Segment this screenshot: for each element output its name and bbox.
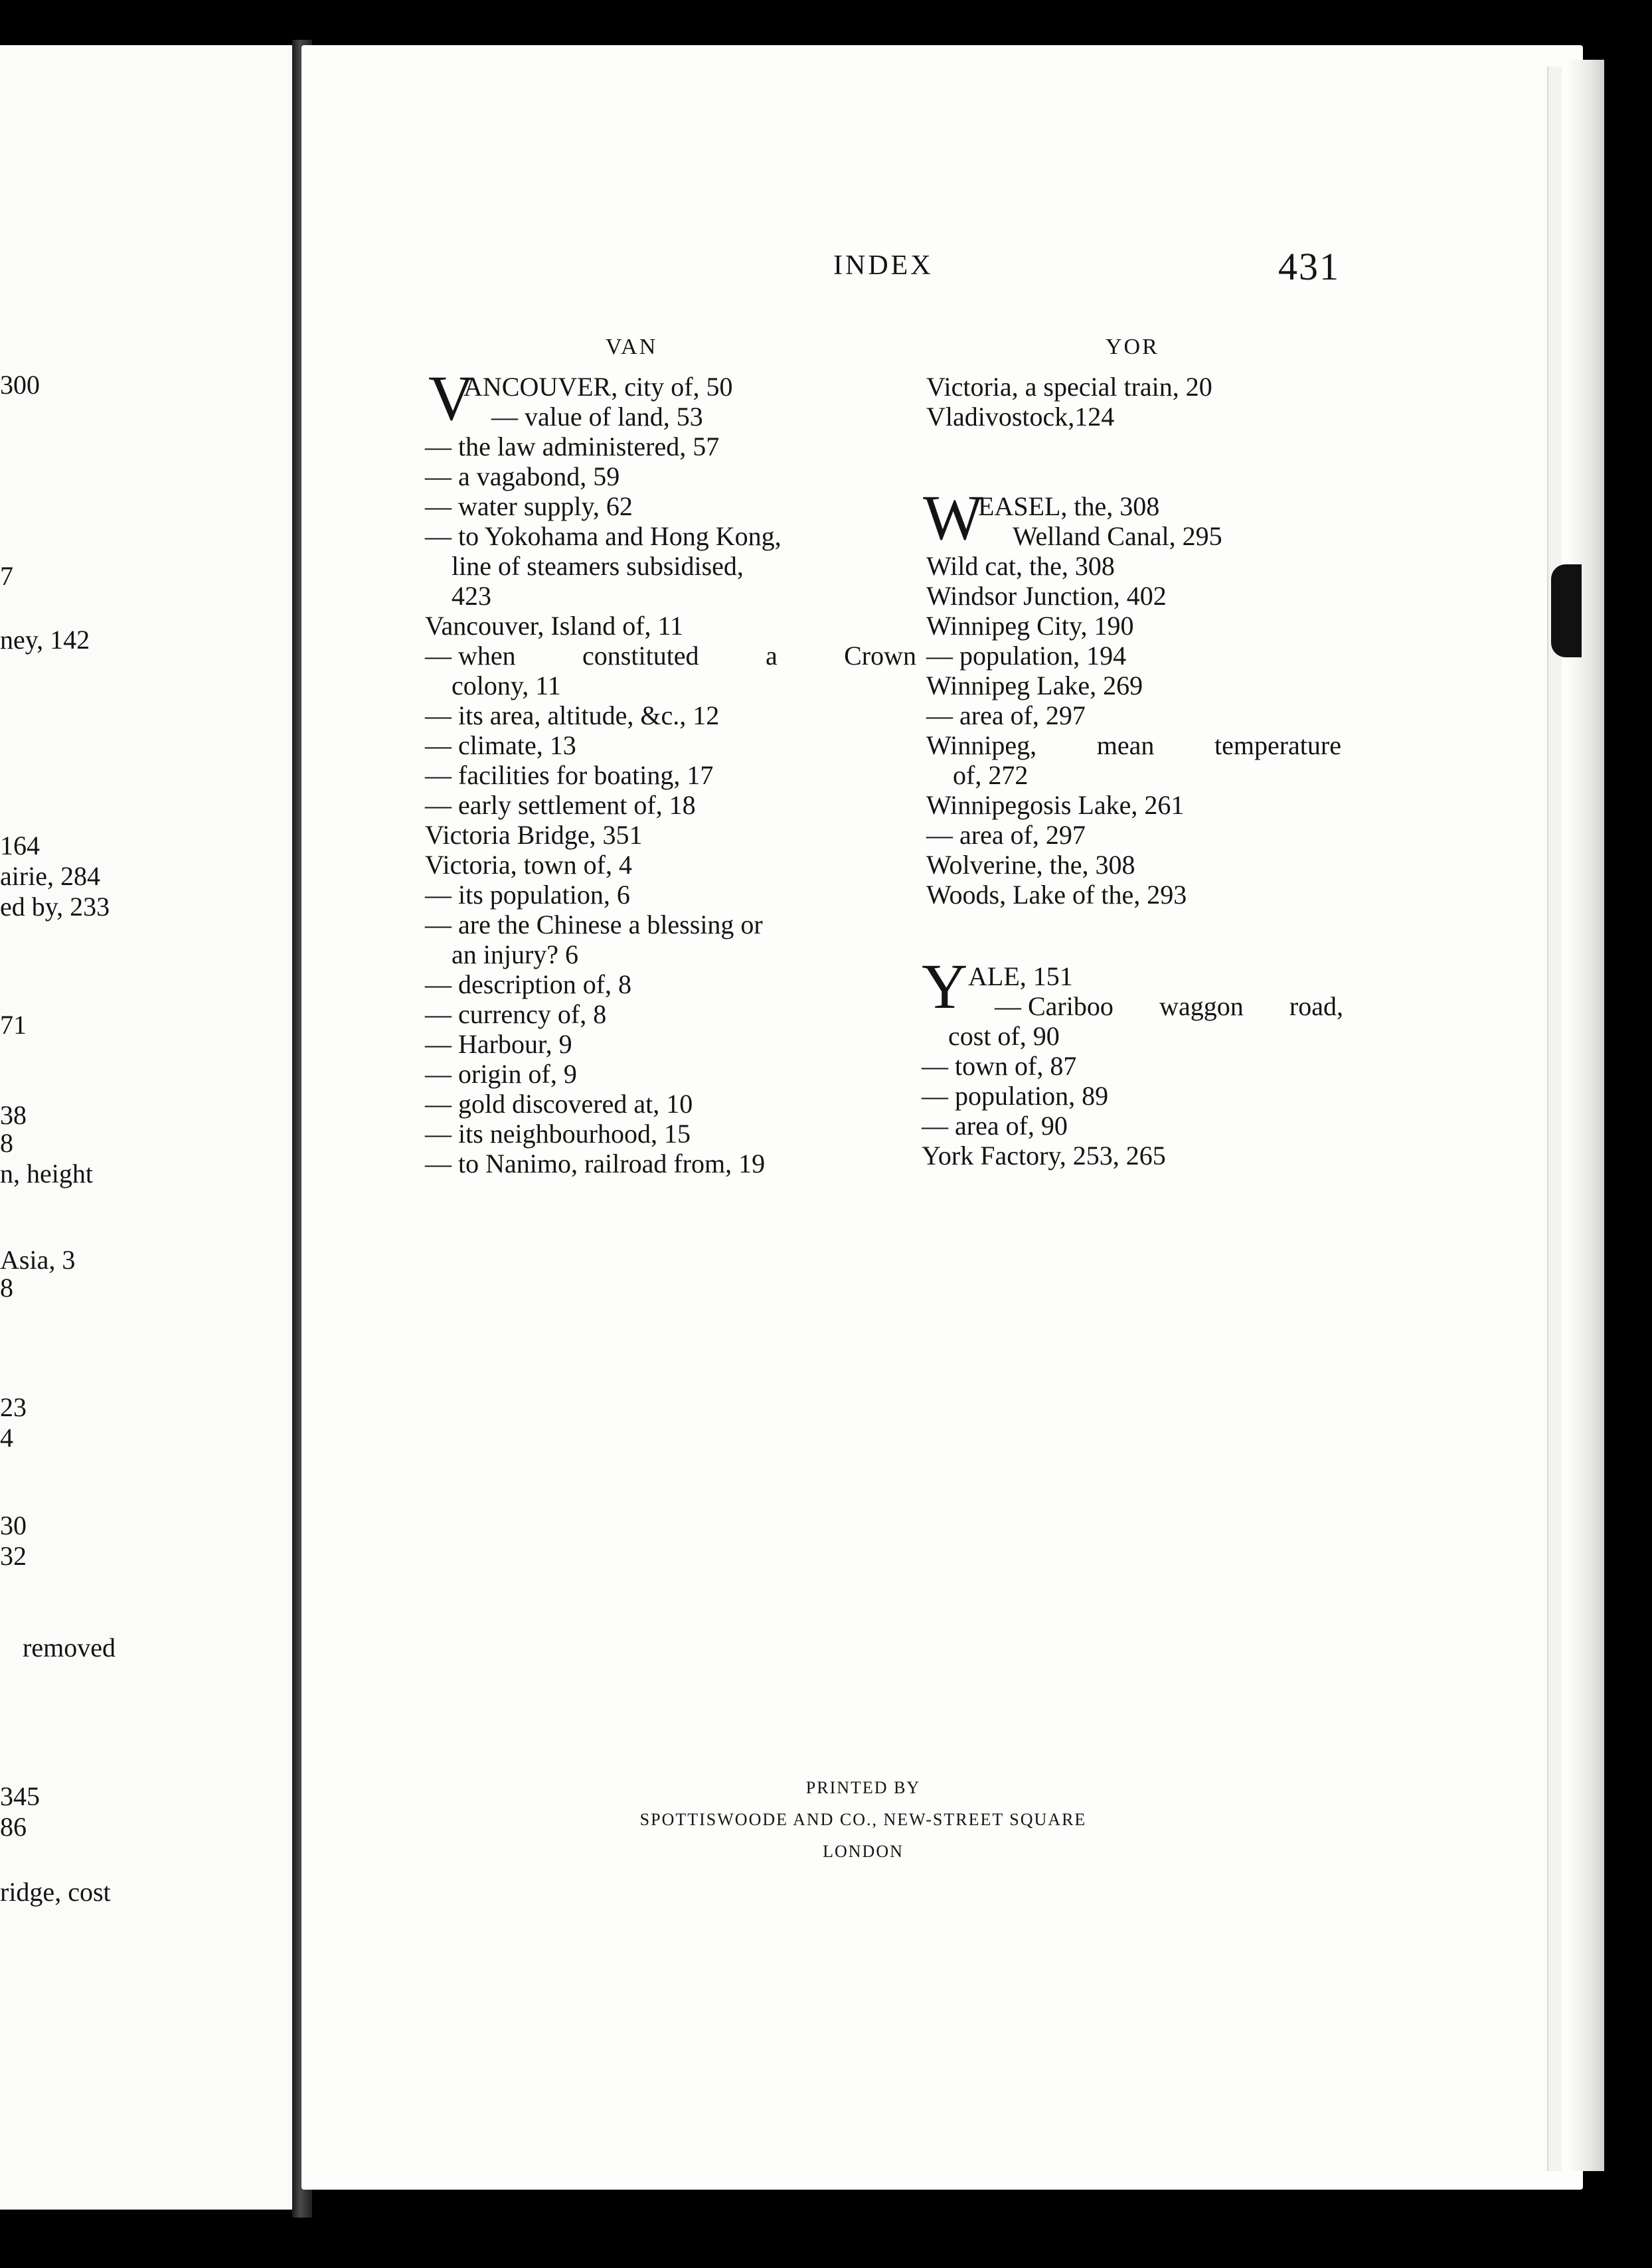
index-entry: colony, 11	[452, 671, 561, 700]
index-entry: an injury? 6	[452, 939, 579, 969]
page-number: 431	[1278, 245, 1340, 288]
index-entry: ALE, 151	[968, 961, 1073, 991]
index-entry: Vladivostock,124	[926, 402, 1115, 432]
index-entry: — its population, 6	[425, 880, 630, 910]
index-entry	[922, 991, 1343, 1021]
entry-word: Crown	[844, 641, 916, 671]
index-entry: — origin of, 9	[425, 1059, 577, 1089]
entry-word: — when	[425, 641, 516, 671]
index-entry: — climate, 13	[425, 730, 576, 760]
page-clip-tab	[1551, 564, 1582, 657]
entry-word: a	[765, 641, 778, 671]
running-head: INDEX	[833, 250, 934, 281]
left-facing-page	[0, 45, 292, 2210]
left-page-fragment: 23	[0, 1392, 27, 1422]
index-entry: — Harbour, 9	[425, 1029, 572, 1059]
index-column-right-y	[922, 961, 1413, 1171]
left-page-fragment: 8	[0, 1273, 13, 1303]
index-entry: Winnipegosis Lake, 261	[926, 790, 1185, 820]
index-entry: — a vagabond, 59	[425, 461, 620, 491]
index-entry: ANCOUVER, city of, 50	[463, 372, 733, 402]
index-entry: — gold discovered at, 10	[425, 1089, 693, 1119]
index-entry: Victoria Bridge, 351	[425, 820, 643, 850]
left-page-fragment: ridge, cost	[0, 1877, 111, 1907]
index-entry: — description of, 8	[425, 969, 632, 999]
index-entry: — area of, 297	[926, 820, 1086, 850]
index-entry: — early settlement of, 18	[425, 790, 696, 820]
index-column-right-w	[926, 491, 1418, 910]
index-entry: — are the Chinese a blessing or	[425, 910, 763, 939]
index-entry: — area of, 297	[926, 700, 1086, 730]
left-page-fragment: 300	[0, 370, 40, 400]
left-page-fragment: 164	[0, 831, 40, 860]
imprint-line: SPOTTISWOODE AND CO., NEW-STREET SQUARE	[639, 1810, 1087, 1829]
drop-cap-w: W	[923, 482, 983, 553]
left-page-fragment: 8	[0, 1128, 13, 1158]
index-entry: of, 272	[953, 760, 1029, 790]
index-entry	[926, 730, 1341, 760]
left-page-fragment: 7	[0, 561, 13, 591]
index-column-left	[425, 372, 916, 1178]
index-entry: — facilities for boating, 17	[425, 760, 714, 790]
index-entry: — water supply, 62	[425, 491, 633, 521]
left-page-fragment: 30	[0, 1510, 27, 1540]
printer-imprint	[598, 1779, 1129, 1797]
index-entry: — population, 89	[922, 1081, 1109, 1111]
index-entry: — the law administered, 57	[425, 432, 720, 461]
entry-word: waggon	[1159, 991, 1244, 1021]
index-entry: Winnipeg City, 190	[926, 611, 1134, 641]
left-page-fragment: 86	[0, 1812, 27, 1842]
imprint-line: PRINTED BY	[805, 1778, 921, 1797]
index-entry: Wild cat, the, 308	[926, 551, 1115, 581]
page-edge	[1547, 66, 1562, 2171]
index-entry: — currency of, 8	[425, 999, 607, 1029]
imprint-line: LONDON	[823, 1842, 904, 1861]
index-entry: — population, 194	[926, 641, 1127, 671]
index-entry: Welland Canal, 295	[1013, 521, 1222, 551]
left-page-fragment: removed	[23, 1633, 116, 1662]
page-stack-edge	[1567, 60, 1604, 2171]
left-page-fragment: 4	[0, 1423, 13, 1453]
left-page-fragment: Asia, 3	[0, 1245, 76, 1275]
index-entry: Windsor Junction, 402	[926, 581, 1167, 611]
index-entry: Woods, Lake of the, 293	[926, 880, 1187, 910]
entry-word: Winnipeg,	[926, 730, 1037, 760]
entry-word: constituted	[582, 641, 699, 671]
printer-imprint	[598, 1811, 1129, 1828]
index-entry: cost of, 90	[948, 1021, 1060, 1051]
left-page-fragment: n, height	[0, 1159, 93, 1188]
index-entry: — value of land, 53	[491, 402, 703, 432]
index-entry	[425, 641, 916, 671]
drop-cap-v: V	[428, 363, 475, 434]
left-page-fragment: ney, 142	[0, 625, 90, 655]
left-page-fragment: ed by, 233	[0, 892, 110, 922]
entry-word: mean	[1096, 730, 1155, 760]
index-entry: — to Yokohama and Hong Kong,	[425, 521, 782, 551]
index-entry: Winnipeg Lake, 269	[926, 671, 1143, 700]
index-entry: line of steamers subsidised,	[452, 551, 744, 581]
index-entry: EASEL, the, 308	[978, 491, 1160, 521]
index-entry: York Factory, 253, 265	[922, 1141, 1166, 1171]
left-page-fragment: 32	[0, 1541, 27, 1571]
left-page-fragment: 38	[0, 1100, 27, 1130]
index-entry: Wolverine, the, 308	[926, 850, 1135, 880]
entry-word: — Cariboo	[995, 991, 1114, 1021]
index-entry: — to Nanimo, railroad from, 19	[425, 1149, 766, 1178]
index-column-right	[926, 372, 1418, 432]
column-head-left: VAN	[606, 335, 658, 359]
drop-cap-y: Y	[922, 951, 968, 1022]
index-entry: Vancouver, Island of, 11	[425, 611, 684, 641]
index-entry: Victoria, town of, 4	[425, 850, 632, 880]
index-entry: — area of, 90	[922, 1111, 1068, 1141]
left-page-fragment: airie, 284	[0, 861, 101, 891]
entry-word: temperature	[1214, 730, 1341, 760]
index-entry: — its neighbourhood, 15	[425, 1119, 691, 1149]
index-entry: — its area, altitude, &c., 12	[425, 700, 720, 730]
left-page-fragment: 71	[0, 1010, 27, 1040]
entry-word: road,	[1289, 991, 1343, 1021]
index-entry: — town of, 87	[922, 1051, 1077, 1081]
index-entry: Victoria, a special train, 20	[926, 372, 1212, 402]
left-page-fragment: 345	[0, 1781, 40, 1811]
printer-imprint	[598, 1843, 1129, 1860]
column-head-right: YOR	[1106, 335, 1159, 359]
index-entry: 423	[452, 581, 491, 611]
